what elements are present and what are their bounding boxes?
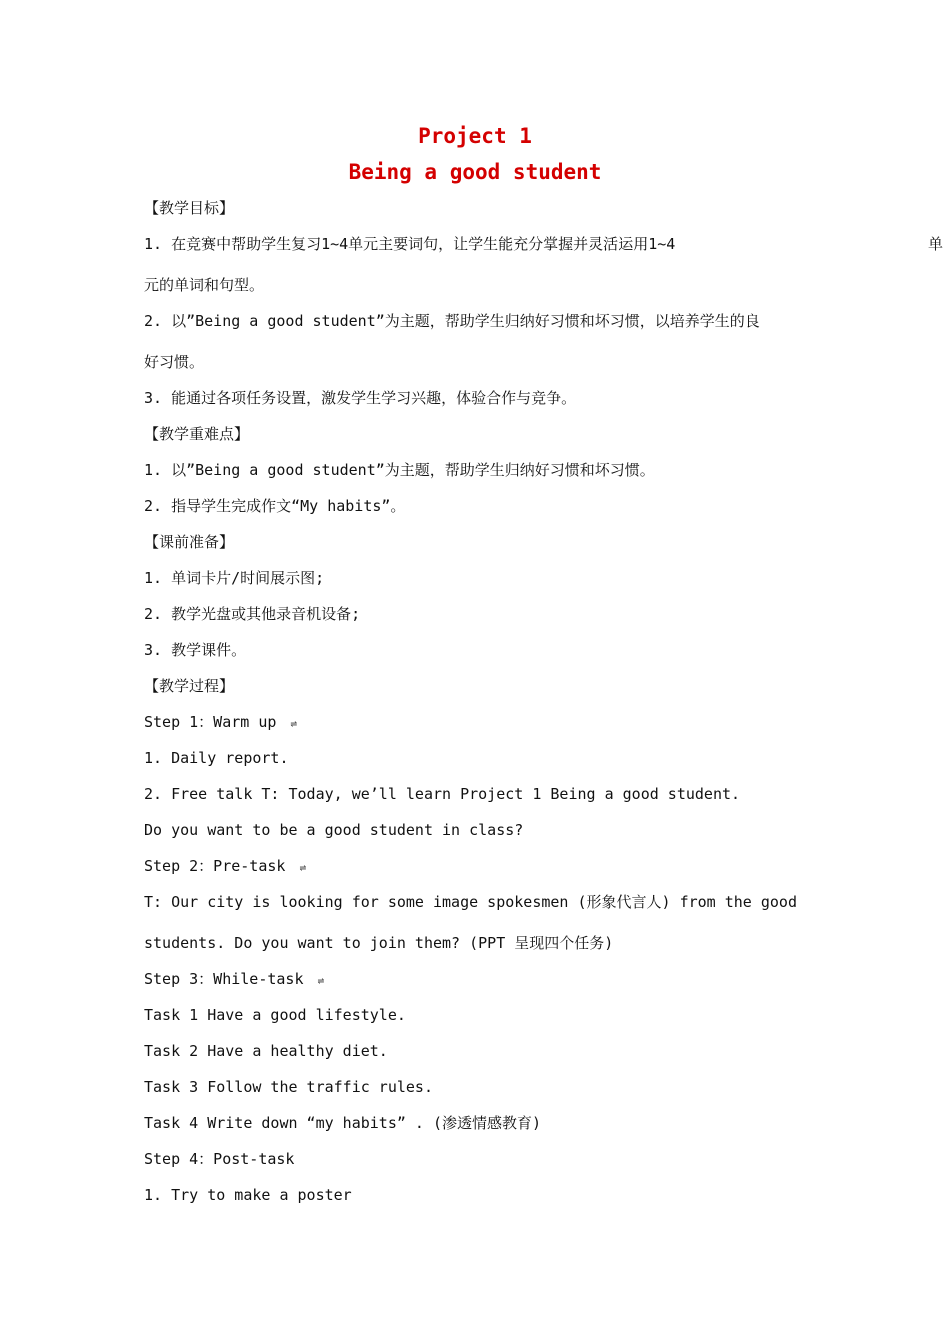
objective-1-tail: 单 [928,235,944,253]
step-4-item-1: 1. Try to make a poster [144,1186,352,1204]
step-4-heading: Step 4：Post-task [144,1150,295,1168]
step-mark-icon: ⇌ [317,974,325,987]
objective-3: 3. 能通过各项任务设置，激发学生学习兴趣，体验合作与竞争。 [144,389,577,407]
objective-2-cont: 好习惯。 [144,353,205,371]
step-1-item-2: 2. Free talk T: Today, we’ll learn Project 1 Being a good student. [144,785,741,803]
step-2-text-cont: students. Do you want to join them? (PPT 呈现四个任务) [144,934,614,952]
step-2-heading: Step 2：Pre-task ⇌ [144,857,307,875]
preparation-3: 3. 教学课件。 [144,641,247,659]
document-body [144,198,944,1221]
task-1: Task 1 Have a good lifestyle. [144,1006,406,1024]
step-1-item-1: 1. Daily report. [144,749,289,767]
section-heading-process: 【教学过程】 [144,677,235,695]
task-2: Task 2 Have a healthy diet. [144,1042,388,1060]
step-1-heading: Step 1：Warm up ⇌ [144,713,298,731]
preparation-2: 2. 教学光盘或其他录音机设备; [144,605,361,623]
step-2-text: T: Our city is looking for some image spokesmen (形象代言人) from the good [144,893,797,911]
step-mark-icon: ⇌ [290,717,298,730]
step-3-heading: Step 3：While-task ⇌ [144,970,325,988]
document-subtitle: Being a good student [348,160,602,184]
key-point-1: 1. 以”Being a good student”为主题，帮助学生归纳好习惯和坏习惯。 [144,461,655,479]
objective-2: 2. 以”Being a good student”为主题，帮助学生归纳好习惯和坏习惯，以培养学生的良 [144,312,760,330]
step-1-item-2-cont: Do you want to be a good student in class? [144,821,524,839]
task-3: Task 3 Follow the traffic rules. [144,1078,433,1096]
section-heading-objectives: 【教学目标】 [144,199,235,217]
section-heading-key-points: 【教学重难点】 [144,425,250,443]
objective-1-cont: 元的单词和句型。 [144,276,265,294]
step-mark-icon: ⇌ [299,861,307,874]
key-point-2: 2. 指导学生完成作文“My habits”。 [144,497,406,515]
preparation-1: 1. 单词卡片/时间展示图; [144,569,325,587]
task-4: Task 4 Write down “my habits” . (渗透情感教育) [144,1114,542,1132]
objective-1: 1. 在竞赛中帮助学生复习1~4单元主要词句，让学生能充分掌握并灵活运用1~4 单 [144,235,944,253]
section-heading-preparation: 【课前准备】 [144,533,235,551]
document-title: Project 1 [418,124,532,148]
